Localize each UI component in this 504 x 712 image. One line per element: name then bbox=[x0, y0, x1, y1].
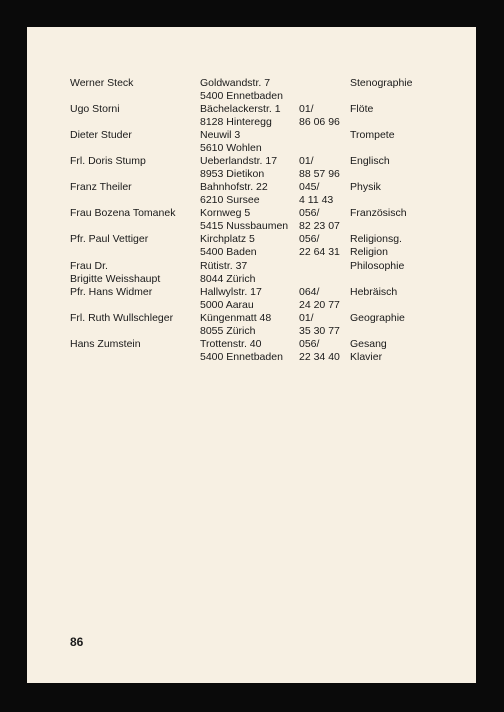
entry-subject bbox=[350, 312, 405, 325]
entry-address-line: Trottenstr. 40 bbox=[200, 338, 262, 350]
entry-subject-line: Geographie bbox=[350, 312, 405, 324]
entry-address-line: 8953 Dietikon bbox=[200, 167, 265, 180]
entry-phone-line: 86 06 96 bbox=[299, 115, 340, 128]
entry-phone bbox=[299, 233, 340, 258]
entry-phone-line: 056/ bbox=[299, 338, 320, 350]
entry-name bbox=[70, 129, 132, 142]
entry-phone-line: 01/ bbox=[299, 155, 314, 167]
entry-name-line: Werner Steck bbox=[70, 77, 134, 89]
entry-address bbox=[200, 181, 268, 206]
entry-subject-line: Französisch bbox=[350, 207, 407, 219]
entry-subject bbox=[350, 103, 373, 116]
entry-phone-line: 01/ bbox=[299, 312, 314, 324]
entry-address-line: 5400 Ennetbaden bbox=[200, 350, 283, 363]
entry-subject bbox=[350, 129, 395, 142]
entry-subject-line: Englisch bbox=[350, 155, 390, 167]
entry-phone-line: 22 34 40 bbox=[299, 350, 340, 363]
entry-address bbox=[200, 207, 288, 232]
entry-subject-line: Philosophie bbox=[350, 260, 405, 272]
entry-address bbox=[200, 312, 271, 337]
entry-subject-line: Flöte bbox=[350, 103, 374, 115]
entry-name bbox=[70, 207, 175, 220]
entry-address bbox=[200, 129, 262, 154]
entry-subject-line: Hebräisch bbox=[350, 286, 398, 298]
entry-name bbox=[70, 103, 120, 116]
entry-address-line: 5000 Aarau bbox=[200, 298, 254, 311]
entry-address-line: 8055 Zürich bbox=[200, 324, 256, 337]
entry-address-line: Kornweg 5 bbox=[200, 207, 251, 219]
entry-name bbox=[70, 155, 146, 168]
entry-phone-line: 22 64 31 bbox=[299, 245, 340, 258]
entry-subject bbox=[350, 338, 387, 363]
entry-address-line: Kirchplatz 5 bbox=[200, 233, 255, 245]
entry-subject-line: Religionsg. bbox=[350, 233, 402, 245]
entry-address-line: Goldwandstr. 7 bbox=[200, 77, 271, 89]
entry-address bbox=[200, 103, 281, 128]
entry-subject-line: Religion bbox=[350, 245, 388, 258]
entry-name bbox=[70, 338, 141, 351]
entry-name-line: Frl. Doris Stump bbox=[70, 155, 146, 167]
entry-address-line: Hallwylstr. 17 bbox=[200, 286, 262, 298]
entry-phone-line: 88 57 96 bbox=[299, 167, 340, 180]
entry-address-line: Bahnhofstr. 22 bbox=[200, 181, 268, 193]
entry-address-line: Ueberlandstr. 17 bbox=[200, 155, 278, 167]
entry-phone-line: 24 20 77 bbox=[299, 298, 340, 311]
entry-address bbox=[200, 286, 262, 311]
entry-address-line: Rütistr. 37 bbox=[200, 260, 248, 272]
entry-subject bbox=[350, 286, 397, 299]
entry-phone bbox=[299, 181, 333, 206]
entry-name-line: Franz Theiler bbox=[70, 181, 132, 193]
entry-subject bbox=[350, 77, 412, 90]
entry-phone-line: 35 30 77 bbox=[299, 324, 340, 337]
entry-phone-line: 056/ bbox=[299, 233, 320, 245]
entry-address-line: 8128 Hinteregg bbox=[200, 115, 272, 128]
entry-address bbox=[200, 155, 277, 180]
entry-address-line: 5400 Baden bbox=[200, 245, 257, 258]
entry-name bbox=[70, 312, 173, 325]
entry-address-line: Neuwil 3 bbox=[200, 129, 241, 141]
entry-address-line: Bächelackerstr. 1 bbox=[200, 103, 281, 115]
entry-name-line: Frau Bozena Tomanek bbox=[70, 207, 176, 219]
entry-phone-line: 045/ bbox=[299, 181, 320, 193]
entry-address bbox=[200, 233, 257, 258]
entry-phone bbox=[299, 338, 340, 363]
entry-address bbox=[200, 260, 255, 285]
entry-address-line: 5610 Wohlen bbox=[200, 141, 262, 154]
entry-name bbox=[70, 77, 133, 90]
entry-phone-line: 056/ bbox=[299, 207, 320, 219]
entry-name-line: Ugo Storni bbox=[70, 103, 120, 115]
entry-phone-line: 4 11 43 bbox=[299, 193, 334, 206]
page-number: 86 bbox=[70, 635, 84, 649]
entry-address-line: 8044 Zürich bbox=[200, 272, 256, 285]
entry-phone bbox=[299, 207, 340, 232]
entry-phone bbox=[299, 286, 340, 311]
entry-subject-line: Physik bbox=[350, 181, 381, 193]
entry-phone bbox=[299, 155, 340, 180]
entry-name bbox=[70, 260, 160, 285]
entry-subject bbox=[350, 260, 404, 273]
entry-phone-line: 01/ bbox=[299, 103, 314, 115]
entry-address-line: 5400 Ennetbaden bbox=[200, 89, 283, 102]
document-page bbox=[27, 27, 476, 683]
entry-phone-line: 82 23 07 bbox=[299, 219, 340, 232]
entry-address bbox=[200, 338, 283, 363]
entry-name-line: Dieter Studer bbox=[70, 129, 132, 141]
entry-subject-line: Gesang bbox=[350, 338, 387, 350]
entry-name-line: Frl. Ruth Wullschleger bbox=[70, 312, 174, 324]
entry-subject bbox=[350, 207, 407, 220]
entry-address bbox=[200, 77, 283, 102]
entry-subject bbox=[350, 233, 402, 258]
entry-address-line: 5415 Nussbaumen bbox=[200, 219, 289, 232]
entry-name-line: Brigitte Weisshaupt bbox=[70, 272, 161, 285]
entry-subject-line: Klavier bbox=[350, 350, 383, 363]
entry-subject bbox=[350, 155, 390, 168]
entry-name bbox=[70, 286, 152, 299]
entry-subject bbox=[350, 181, 381, 194]
entry-phone-line: 064/ bbox=[299, 286, 320, 298]
entry-subject-line: Stenographie bbox=[350, 77, 413, 89]
entry-phone bbox=[299, 312, 340, 337]
entry-name-line: Pfr. Hans Widmer bbox=[70, 286, 153, 298]
entry-name bbox=[70, 233, 148, 246]
entry-address-line: 6210 Sursee bbox=[200, 193, 260, 206]
entry-subject-line: Trompete bbox=[350, 129, 395, 141]
entry-name bbox=[70, 181, 132, 194]
entry-name-line: Hans Zumstein bbox=[70, 338, 141, 350]
entry-name-line: Pfr. Paul Vettiger bbox=[70, 233, 149, 245]
entry-phone bbox=[299, 103, 340, 128]
entry-name-line: Frau Dr. bbox=[70, 260, 108, 272]
entry-address-line: Küngenmatt 48 bbox=[200, 312, 272, 324]
